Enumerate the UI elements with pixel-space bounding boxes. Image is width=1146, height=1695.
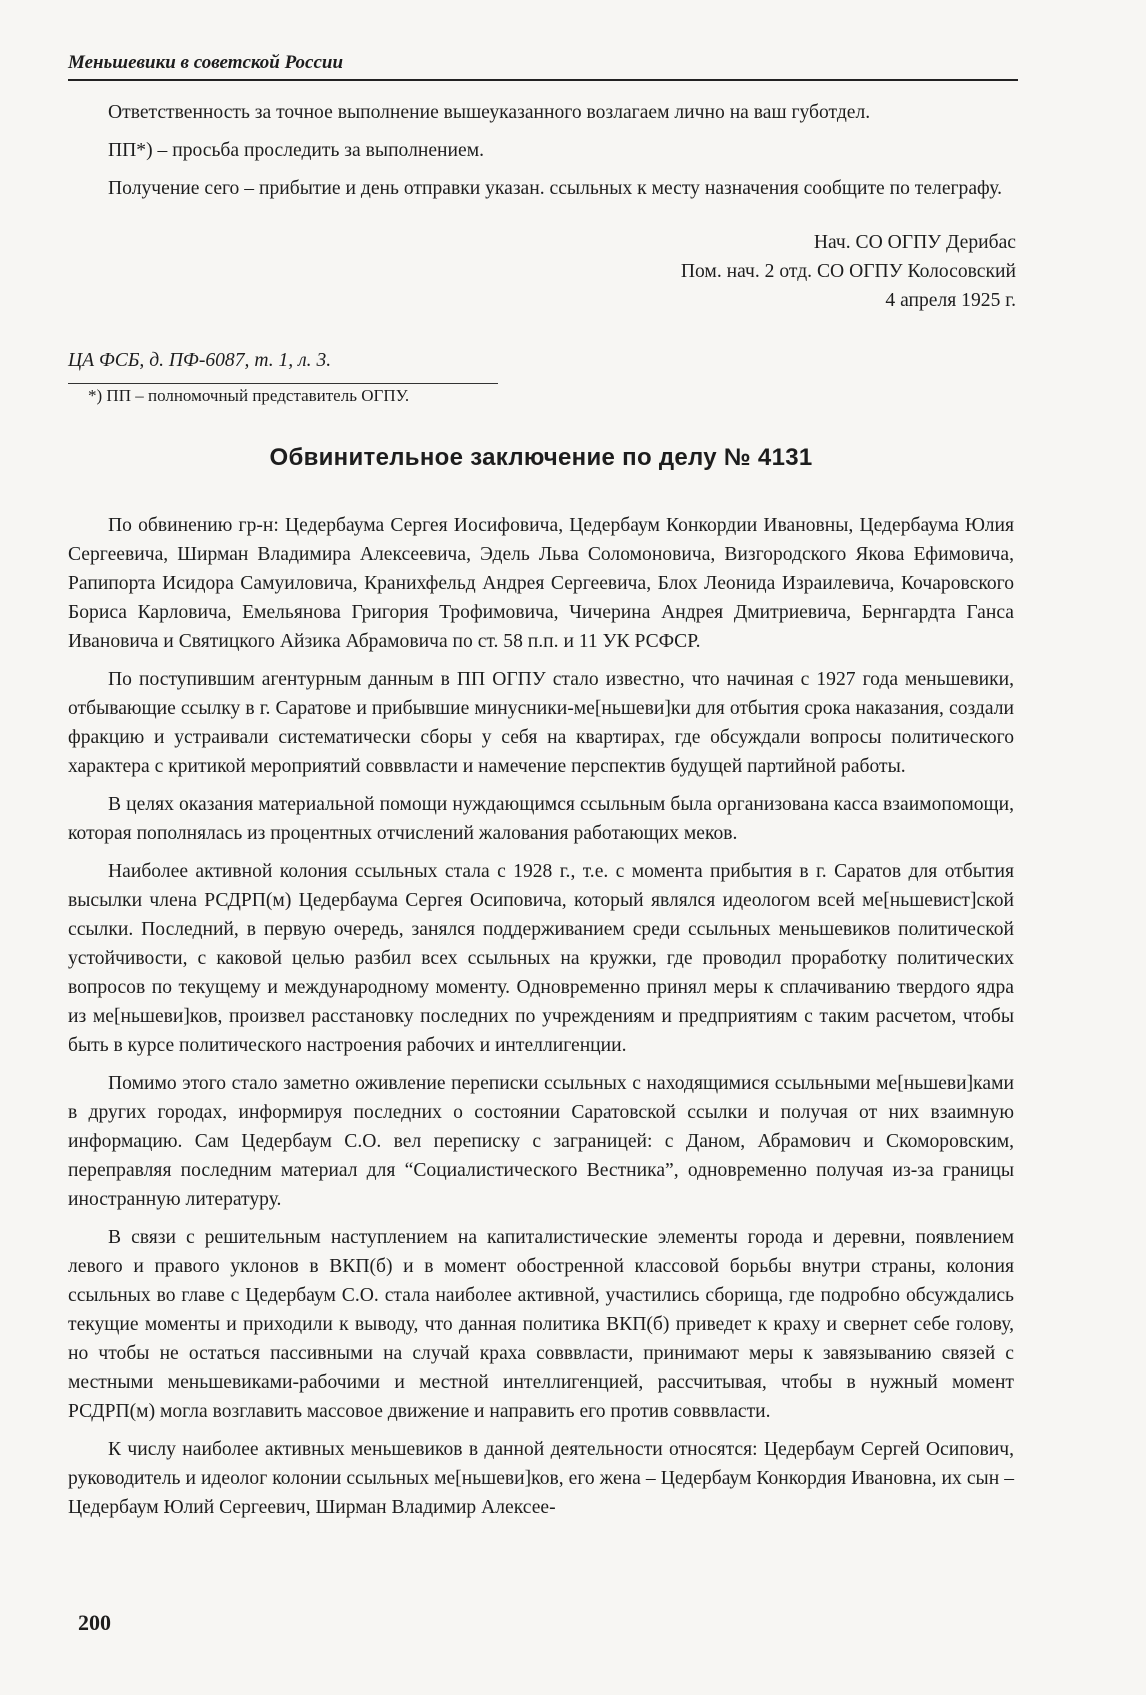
archive-reference: ЦА ФСБ, д. ПФ-6087, т. 1, л. 3. [68, 350, 332, 371]
intro-paragraph: ПП*) – просьба проследить за выполнением. [108, 140, 485, 161]
intro-text [68, 98, 1014, 212]
footnote-divider [68, 383, 498, 384]
intro-paragraph: Получение сего – прибытие и день отправки указан. ссыльных к месту назначения сообщите по телеграфу. [108, 178, 1002, 199]
signature-date: 4 апреля 1925 г. [885, 290, 1016, 311]
footnote: *) ПП – полномочный представитель ОГПУ. [88, 386, 410, 405]
body-paragraph: По обвинению гр-н: Цедербаума Сергея Иосифовича, Цедербаум Конкордии Ивановны, Цедербаума Юлия Сергеевича, Ширман Владимира Алексеевича, Эдель Льва Соломоновича, Визгородского Якова Ефимовича, Рапипорта Исидора Самуиловича, Кранихфельд Андрея Сергеевича, Блох Леонида Израилевича, Кочаровского Бориса Карловича, Емельянова Григория Трофимовича, Чичерина Андрея Дмитриевича, Бернгардта Ганса Ивановича и Святицкого Айзика Абрамовича по ст. 58 п.п. и 11 УК РСФСР. [68, 515, 1014, 652]
body-paragraph: К числу наиболее активных меньшевиков в данной деятельности относятся: Цедербаум Сергей Осипович, руководитель и идеолог колонии ссыльных ме[ньшеви]ков, его жена – Цедербаум Конкордия Ивановна, их сын – Цедербаум Юлий Сергеевич, Ширман Владимир Алексее- [68, 1439, 1014, 1518]
running-head: Меньшевики в советской России [68, 52, 1018, 81]
document-title: Обвинительное заключение по делу № 4131 [269, 444, 813, 471]
body-paragraph: Наиболее активной колония ссыльных стала с 1928 г., т.е. с момента прибытия в г. Саратов для отбытия высылки члена РСДРП(м) Цедербаума Сергея Осиповича, который являлся идеологом всей ме[ньшевист]ской ссылки. Последний, в первую очередь, занялся поддерживанием среди ссыльных меньшевиков политической устойчивости, с каковой целью разбил всех ссыльных на кружки, где проводил проработку политических вопросов по текущему и международному моменту. Одновременно принял меры к сплачиванию твердого ядра из ме[ньшеви]ков, произвел расстановку последних по учреждениям и предприятиям с таким расчетом, чтобы быть в курсе политического настроения рабочих и интеллигенции. [68, 861, 1014, 1056]
signature-line: Пом. нач. 2 отд. СО ОГПУ Колосовский [680, 261, 1016, 282]
body-paragraph: В связи с решительным наступлением на капиталистические элементы города и деревни, появлением левого и правого уклонов в ВКП(б) и в момент обостренной классовой борьбы внутри страны, колония ссыльных во главе с Цедербаум С.О. стала наиболее активной, участились сборища, где подробно обсуждались текущие моменты и приходили к выводу, что данная политика ВКП(б) приведет к краху и свернет себе голову, но чтобы не остаться пассивными на случай краха совввласти, принимают меры к завязыванию связей с местными меньшевиками-рабочими и местной интеллигенцией, рассчитывая, чтобы в нужный момент РСДРП(м) могла возглавить массовое движение и направить его против совввласти. [68, 1227, 1014, 1422]
page-number: 200 [78, 1610, 111, 1635]
signature-block [560, 228, 1016, 315]
body-paragraph: По поступившим агентурным данным в ПП ОГПУ стало известно, что начиная с 1927 года меньшевики, отбывающие ссылку в г. Саратове и прибывшие минусники-ме[ньшеви]ки для отбытия срока наказания, создали фракцию и устраивали систематически сборы у себя на квартирах, где обсуждали вопросы политического характера с критикой мероприятий совввласти и намечение перспектив будущей партийной работы. [68, 669, 1014, 777]
intro-paragraph: Ответственность за точное выполнение вышеуказанного возлагаем лично на ваш губотдел. [108, 102, 871, 123]
main-text [68, 511, 1014, 1531]
body-paragraph: Помимо этого стало заметно оживление переписки ссыльных с находящимися ссыльными ме[ньшеви]ками в других городах, информируя последних о состоянии Саратовской ссылки и получая от них взаимную информацию. Сам Цедербаум С.О. вел переписку с заграницей: с Даном, Абрамович и Скоморовским, переправляя последним материал для “Социалистического Вестника”, одновременно получая из-за границы иностранную литературу. [68, 1073, 1014, 1210]
signature-line: Нач. СО ОГПУ Дерибас [813, 232, 1016, 253]
body-paragraph: В целях оказания материальной помощи нуждающимся ссыльным была организована касса взаимопомощи, которая пополнялась из процентных отчислений жалования работающих меков. [68, 794, 1014, 844]
